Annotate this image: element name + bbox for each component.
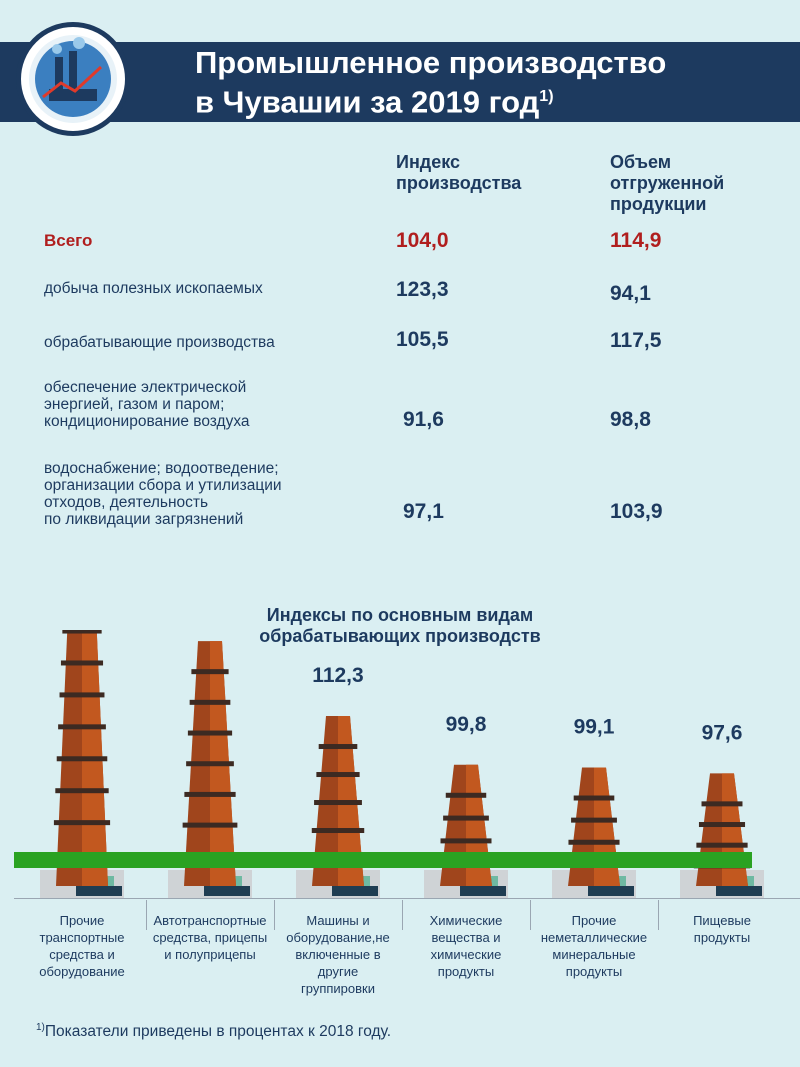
chimney-ring [312, 828, 364, 833]
row-label-water: водоснабжение; водоотведение; организации сбора и утилизации отходов, деятельность по ликвидации загрязнений [44, 460, 282, 528]
chimney-ring [696, 843, 747, 848]
chimney-ring [57, 756, 108, 761]
column-header-index: Индекс производства [396, 152, 522, 193]
chimney-ring [60, 692, 105, 697]
chimney-ring [568, 840, 619, 845]
chimney-ring [319, 744, 358, 749]
chimney-ring [574, 796, 615, 801]
title-footnote-mark: 1) [539, 88, 554, 105]
category-label: Прочие неметаллические минеральные продукты [540, 913, 648, 979]
category-label: Химические вещества и химические продукты [429, 913, 503, 979]
row-total-volume: 114,9 [610, 229, 662, 252]
chimney-ring [62, 630, 101, 634]
chimney-ring [699, 822, 745, 827]
row-manufacturing-volume: 117,5 [610, 329, 662, 352]
chimney-ring [58, 724, 106, 729]
logo [16, 22, 130, 136]
chart-title: Индексы по основным видам обрабатывающих производств [259, 605, 541, 646]
footnote-mark: 1) [36, 1022, 45, 1033]
chimney-ring [184, 792, 235, 797]
x-axis-line [14, 898, 800, 899]
chart-baseline [14, 852, 752, 868]
chimney-ring [443, 816, 489, 821]
row-label-energy: обеспечение электрической энергией, газом и паром; кондиционирование воздуха [44, 379, 250, 430]
value-label: 97,6 [701, 721, 743, 745]
value-label: 99,1 [573, 715, 615, 739]
chimney-ring [183, 823, 238, 828]
row-water-index: 97,1 [403, 500, 444, 523]
category-label: Автотранспортные средства, прицепы и полуприцепы [152, 913, 268, 962]
chimney-ring [446, 793, 486, 798]
chimney-ring [702, 801, 743, 806]
value-label: 112,3 [312, 664, 364, 688]
column-header-volume: Объем отгруженной продукции [610, 152, 725, 214]
chimney-ring [316, 772, 359, 777]
chimney-ring [54, 820, 110, 825]
category-label: Прочие транспортные средства и оборудование [39, 913, 125, 979]
chimney-ring [186, 761, 234, 766]
footnote [36, 1022, 391, 1041]
row-energy-volume: 98,8 [610, 408, 651, 431]
row-manufacturing-index: 105,5 [396, 328, 449, 351]
factory-logo-icon [21, 27, 125, 131]
category-label: Машины и оборудование,не включенные в другие группировки [286, 913, 390, 996]
chimney-ring [190, 700, 231, 705]
title-line-2: в Чувашии за 2019 год [195, 84, 540, 120]
chimney-ring [61, 660, 103, 665]
page-title [195, 46, 666, 119]
row-label-mining: добыча полезных ископаемых [44, 280, 263, 297]
row-label-manufacturing: обрабатывающие производства [44, 334, 275, 351]
chimney-base-dark [460, 886, 506, 896]
row-energy-index: 91,6 [403, 408, 444, 431]
chimney-ring [571, 818, 617, 823]
value-label: 99,8 [445, 712, 487, 736]
chimney-ring [440, 838, 491, 843]
row-water-volume: 103,9 [610, 500, 663, 523]
chimney-base-dark [332, 886, 378, 896]
row-mining-volume: 94,1 [610, 282, 651, 305]
chimney-base-dark [204, 886, 250, 896]
footnote-text: Показатели приведены в процентах к 2018 году. [44, 1023, 392, 1041]
category-label: Пищевые продукты [693, 913, 751, 945]
chimney-ring [191, 669, 228, 674]
row-label-total: Всего [44, 231, 93, 250]
chimney-ring [314, 800, 362, 805]
chimney-bar-highlight [722, 773, 748, 886]
chimney-chart [0, 630, 800, 900]
chimney-bar-highlight [594, 768, 620, 886]
row-total-index: 104,0 [396, 229, 449, 252]
row-mining-index: 123,3 [396, 278, 449, 301]
chimney-ring [188, 731, 232, 736]
chimney-base-dark [588, 886, 634, 896]
chimney-base-dark [716, 886, 762, 896]
chimney-ring [55, 788, 108, 793]
title-line-1: Промышленное производство [195, 45, 667, 80]
chimney-base-dark [76, 886, 122, 896]
